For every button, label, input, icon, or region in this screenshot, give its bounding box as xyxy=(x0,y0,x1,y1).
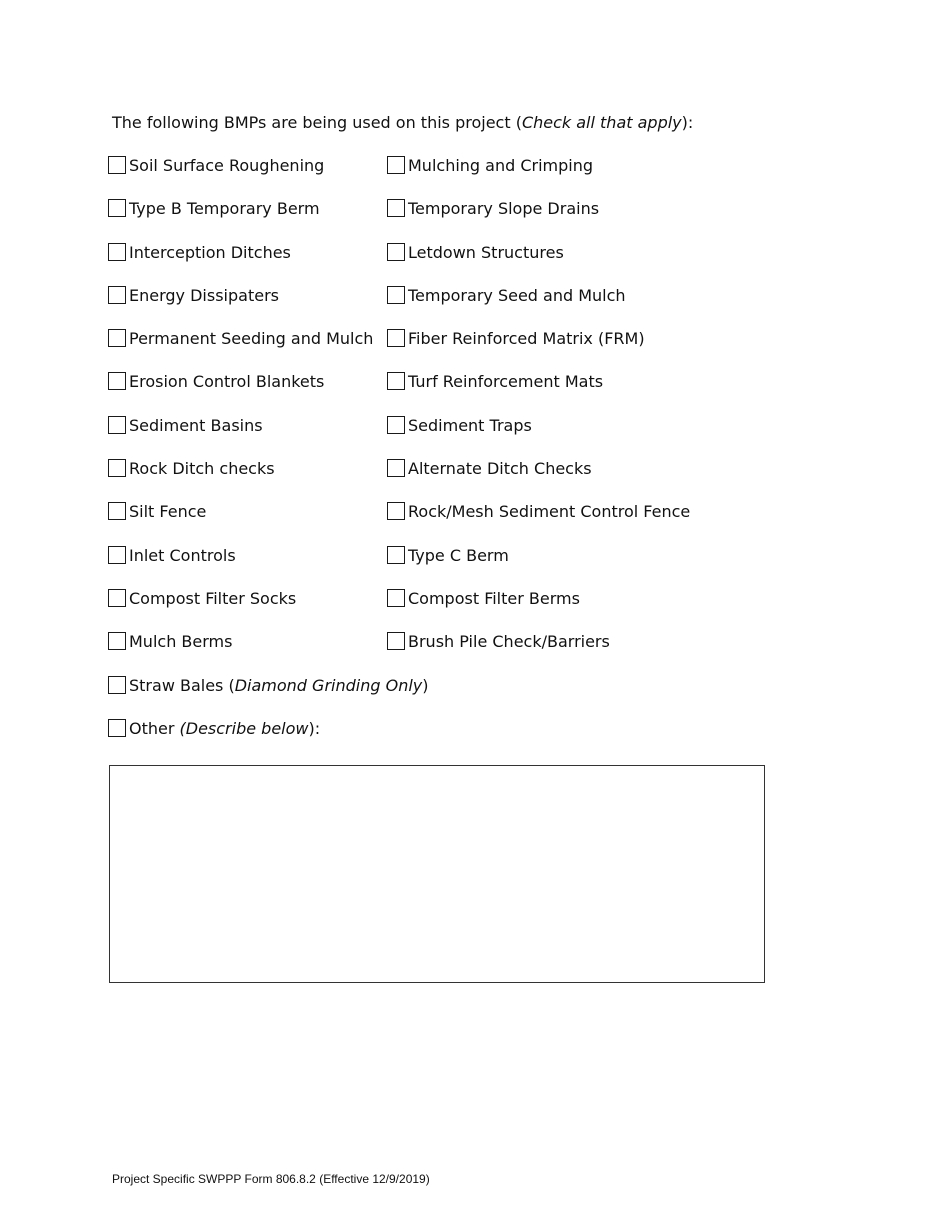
checkbox-label: Sediment Basins xyxy=(129,415,263,435)
checkbox[interactable] xyxy=(387,416,405,434)
checkbox-label: Interception Ditches xyxy=(129,242,291,262)
checkbox[interactable] xyxy=(387,459,405,477)
checkbox-label: Soil Surface Roughening xyxy=(129,156,325,175)
checkbox-label: Mulching and Crimping xyxy=(408,156,594,175)
checkbox[interactable] xyxy=(108,243,126,261)
checkbox[interactable] xyxy=(108,546,126,564)
checkbox-label: Letdown Structures xyxy=(408,242,564,262)
bmp-mulching-and-crimping[interactable] xyxy=(387,155,787,198)
bmp-straw-bales[interactable] xyxy=(108,675,429,696)
bmp-fiber-reinforced-matrix[interactable] xyxy=(387,328,787,371)
checkbox[interactable] xyxy=(108,502,126,520)
bmp-compost-filter-socks[interactable] xyxy=(108,588,387,631)
checkbox-label: Erosion Control Blankets xyxy=(129,372,325,392)
checkbox[interactable] xyxy=(387,156,405,174)
checkbox-label: Temporary Seed and Mulch xyxy=(408,285,626,305)
checkbox[interactable] xyxy=(108,199,126,217)
checkbox[interactable] xyxy=(108,719,126,737)
bmp-brush-pile-check-barriers[interactable] xyxy=(387,631,787,674)
checkbox-label: Rock Ditch checks xyxy=(129,459,275,479)
bmp-erosion-control-blankets[interactable] xyxy=(108,371,387,414)
checkbox-label: Mulch Berms xyxy=(129,632,233,652)
checkbox[interactable] xyxy=(108,416,126,434)
checkbox-label: Sediment Traps xyxy=(408,415,532,435)
bmp-soil-surface-roughening[interactable] xyxy=(108,155,387,198)
checkbox[interactable] xyxy=(387,632,405,650)
bmp-type-b-temporary-berm[interactable] xyxy=(108,198,387,241)
form-footer: Project Specific SWPPP Form 806.8.2 (Effective 12/9/2019) xyxy=(112,1172,430,1186)
bmp-inlet-controls[interactable] xyxy=(108,545,387,588)
other-italic: (Describe below xyxy=(179,719,309,738)
checkbox[interactable] xyxy=(387,286,405,304)
checkbox[interactable] xyxy=(387,502,405,520)
checkbox[interactable] xyxy=(108,459,126,477)
checkbox-label: Brush Pile Check/Barriers xyxy=(408,632,610,652)
instructions-italic: Check all that apply xyxy=(521,113,682,132)
bmp-interception-ditches[interactable] xyxy=(108,242,387,285)
checkbox-label: Silt Fence xyxy=(129,502,207,522)
straw-bales-italic: Diamond Grinding Only xyxy=(234,676,423,695)
checkbox[interactable] xyxy=(108,286,126,304)
checkbox[interactable] xyxy=(108,156,126,174)
checkbox[interactable] xyxy=(387,243,405,261)
other-suffix: ): xyxy=(308,719,321,738)
checkbox[interactable] xyxy=(108,589,126,607)
bmp-rock-mesh-sediment-control-fence[interactable] xyxy=(387,501,787,544)
checkbox-label: Rock/Mesh Sediment Control Fence xyxy=(408,502,691,522)
checkbox[interactable] xyxy=(108,632,126,650)
checkbox[interactable] xyxy=(108,676,126,694)
checkbox-label: Alternate Ditch Checks xyxy=(408,459,592,479)
checkbox-label: Temporary Slope Drains xyxy=(408,199,600,219)
checkbox-label: Inlet Controls xyxy=(129,545,236,565)
bmp-turf-reinforcement-mats[interactable] xyxy=(387,371,787,414)
checkbox[interactable] xyxy=(387,329,405,347)
checkbox-label xyxy=(129,718,320,739)
bmp-type-c-berm[interactable] xyxy=(387,545,787,588)
bmp-mulch-berms[interactable] xyxy=(108,631,387,674)
bmp-other[interactable] xyxy=(108,718,320,739)
bmp-sediment-basins[interactable] xyxy=(108,415,387,458)
instructions-prefix: The following BMPs are being used on this project ( xyxy=(112,113,522,132)
bmp-letdown-structures[interactable] xyxy=(387,242,787,285)
checkbox-label: Type C Berm xyxy=(408,545,509,565)
checkbox[interactable] xyxy=(387,372,405,390)
other-description-field[interactable] xyxy=(109,765,765,983)
checkbox-label: Compost Filter Socks xyxy=(129,588,297,608)
bmp-compost-filter-berms[interactable] xyxy=(387,588,787,631)
bmp-checkbox-grid xyxy=(108,155,808,675)
bmp-silt-fence[interactable] xyxy=(108,501,387,544)
checkbox-label xyxy=(129,675,429,696)
bmp-alternate-ditch-checks[interactable] xyxy=(387,458,787,501)
bmp-permanent-seeding-and-mulch[interactable] xyxy=(108,328,387,371)
checkbox[interactable] xyxy=(387,199,405,217)
checkbox-label: Turf Reinforcement Mats xyxy=(408,372,604,392)
checkbox-label: Energy Dissipaters xyxy=(129,285,279,305)
checkbox[interactable] xyxy=(108,372,126,390)
checkbox[interactable] xyxy=(387,589,405,607)
instructions-text xyxy=(112,112,693,134)
straw-bales-prefix: Straw Bales ( xyxy=(129,676,235,695)
checkbox[interactable] xyxy=(387,546,405,564)
bmp-temporary-slope-drains[interactable] xyxy=(387,198,787,241)
checkbox-label: Fiber Reinforced Matrix (FRM) xyxy=(408,329,645,349)
checkbox[interactable] xyxy=(108,329,126,347)
other-prefix: Other xyxy=(129,719,180,738)
checkbox-label: Type B Temporary Berm xyxy=(129,199,320,219)
bmp-energy-dissipaters[interactable] xyxy=(108,285,387,328)
bmp-temporary-seed-and-mulch[interactable] xyxy=(387,285,787,328)
instructions-suffix: ): xyxy=(681,113,694,132)
checkbox-label: Permanent Seeding and Mulch xyxy=(129,329,374,349)
bmp-rock-ditch-checks[interactable] xyxy=(108,458,387,501)
straw-bales-suffix: ) xyxy=(422,676,429,695)
bmp-sediment-traps[interactable] xyxy=(387,415,787,458)
checkbox-label: Compost Filter Berms xyxy=(408,588,580,608)
